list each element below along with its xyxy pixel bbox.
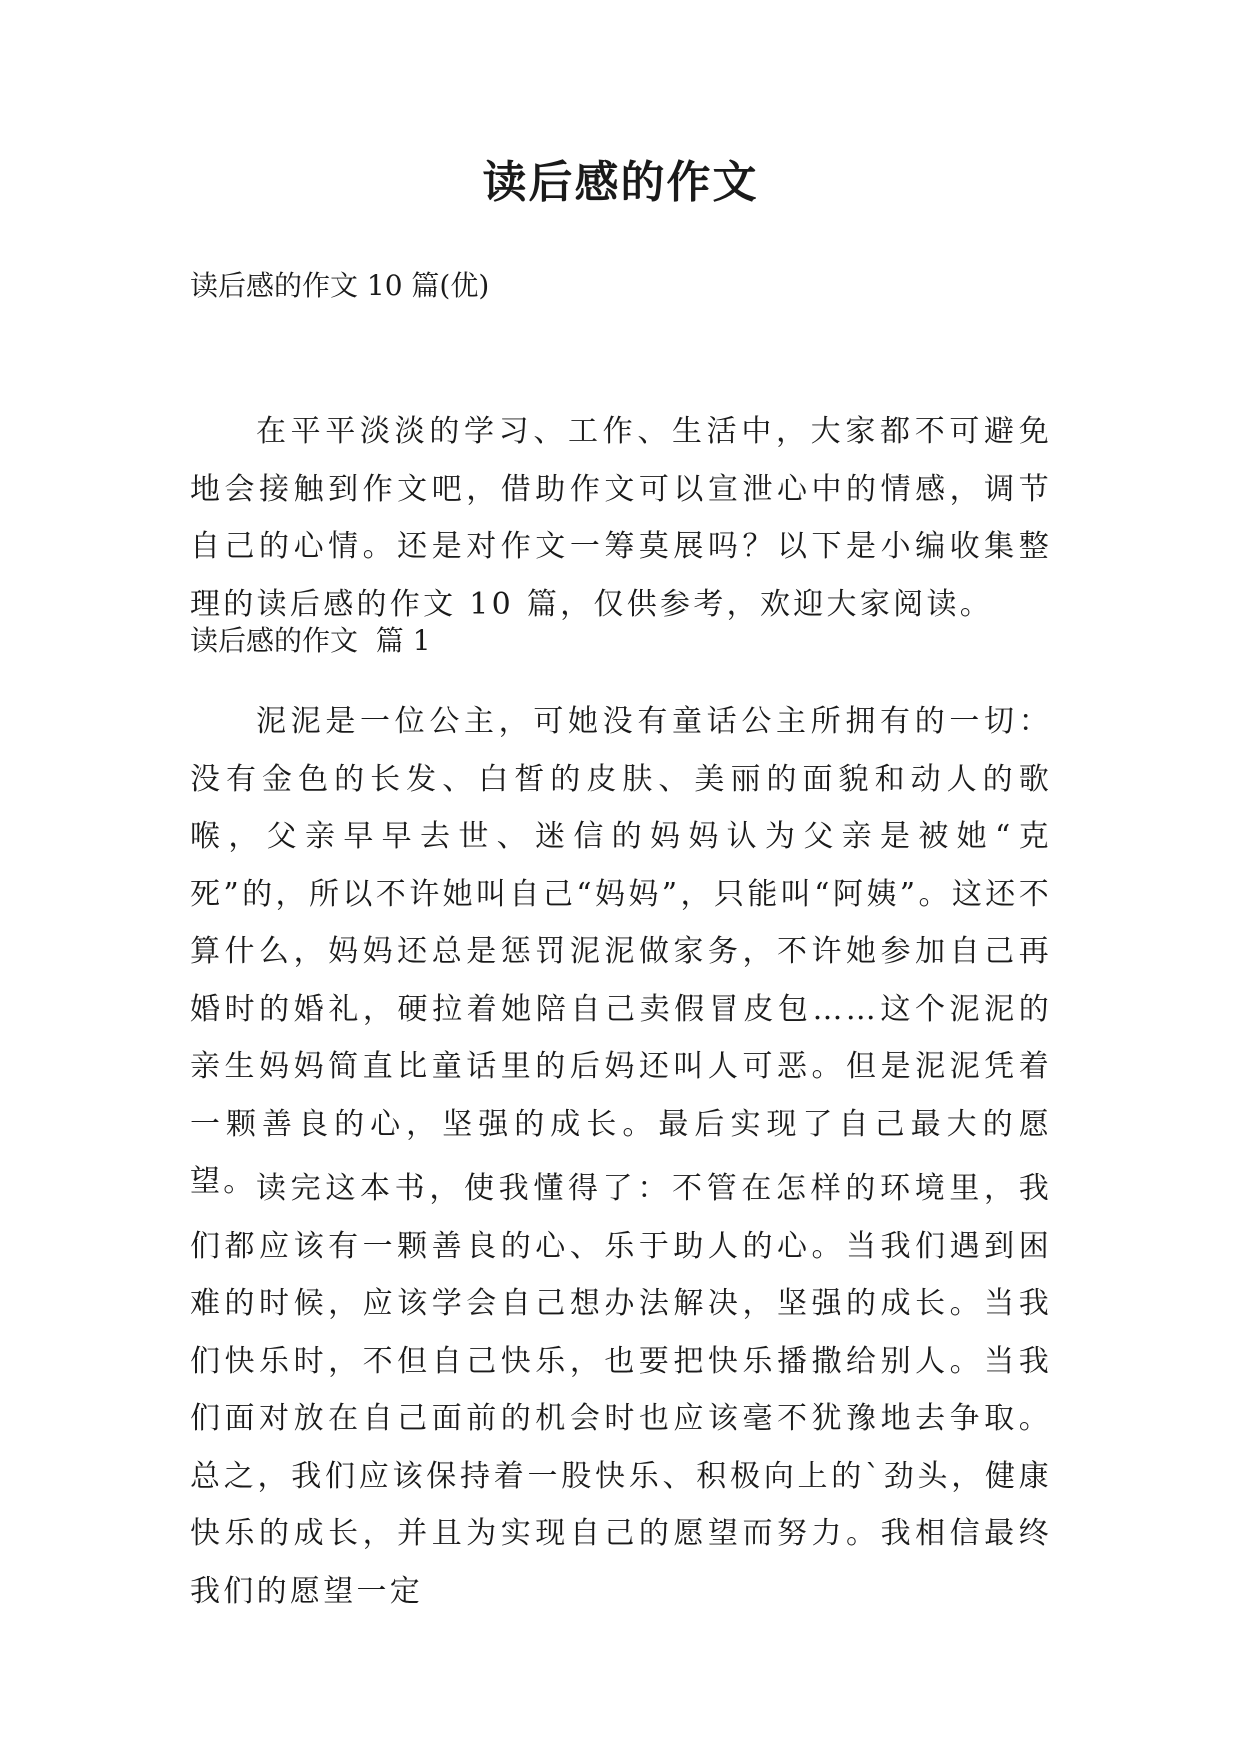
document-subtitle: 读后感的作文 10 篇(优) [190, 269, 490, 302]
intro-paragraph: 在平平淡淡的学习、工作、生活中，大家都不可避免地会接触到作文吧，借助作文可以宣泄心中的情感，调节自己的心情。还是对作文一筹莫展吗？以下是小编收集整理的读后感的作文 10 篇，仅供参考，欢迎大家阅读。 [190, 414, 1052, 622]
document-title: 读后感的作文 [482, 157, 759, 208]
body-paragraph: 读完这本书，使我懂得了：不管在怎样的环境里，我们都应该有一颗善良的心、乐于助人的心。当我们遇到困难的时候，应该学会自己想办法解决，坚强的成长。当我们快乐时，不但自己快乐，也要把快乐播撒给别人。当我们面对放在自己面前的机会时也应该毫不犹豫地去争取。总之，我们应该保持着一股快乐、积极向上的`劲头，健康快乐的成长，并且为实现自己的愿望而努力。我相信最终我们的愿望一定 [190, 1171, 1052, 1609]
body-paragraph: 泥泥是一位公主，可她没有童话公主所拥有的一切：没有金色的长发、白皙的皮肤、美丽的面貌和动人的歌喉，父亲早早去世、迷信的妈妈认为父亲是被她“克死”的，所以不许她叫自己“妈妈”，只能叫“阿姨”。这还不算什么，妈妈还总是惩罚泥泥做家务，不许她参加自己再婚时的婚礼，硬拉着她陪自己卖假冒皮包……这个泥泥的亲生妈妈简直比童话里的后妈还叫人可恶。但是泥泥凭着一颗善良的心，坚强的成长。最后实现了自己最大的愿望。 [190, 704, 1052, 1199]
section-heading: 读后感的作文 篇 1 [190, 624, 431, 657]
